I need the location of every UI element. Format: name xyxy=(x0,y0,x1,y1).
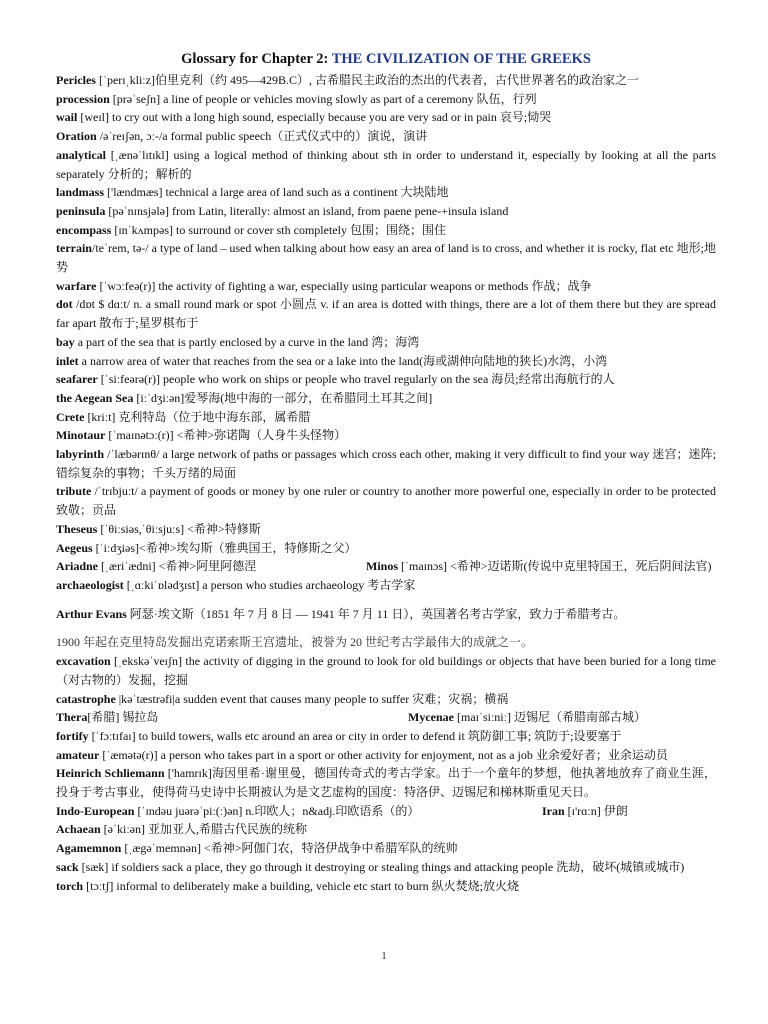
glossary-entry xyxy=(56,858,716,877)
glossary-entry xyxy=(56,839,716,858)
glossary-term: Minotaur xyxy=(56,428,106,443)
glossary-definition: [ˈfɔːtɪfaɪ] to build towers, walls etc around an area or city in order to defend it 筑防御工事; 筑防于;设要塞于 xyxy=(88,728,622,743)
glossary-entry xyxy=(56,539,716,558)
glossary-entry xyxy=(56,426,716,445)
glossary-definition: [ˌekskəˈveɪʃn] the activity of digging in the ground to look for old buildings or objects that have been buried for a long time （对古物的）发掘，挖掘 xyxy=(56,654,716,687)
glossary-definition: [ˌægəˈmemnən] <希神>阿伽门农，特洛伊战争中希腊军队的统帅 xyxy=(121,841,458,856)
glossary-term: Agamemnon xyxy=(56,841,122,856)
glossary-definition: /teˈrem, tə-/ a type of land – used when talking about how easy an area of land is to cross, and whether it is rocky, flat etc 地形;地势 xyxy=(56,241,716,275)
glossary-definition: [tɔːtʃ] informal to deliberately make a building, vehicle etc start to burn 纵火焚烧;放火烧 xyxy=(83,878,519,893)
glossary-term: archaeologist xyxy=(56,577,124,592)
glossary-entry-ariadne-minos xyxy=(56,557,716,576)
glossary-term: inlet xyxy=(56,353,79,368)
glossary-entry-indo-european: Indo-European [ˈɪndəu juərəˈpiː(ː)ən] n.印欧人；n&adj.印欧语系（的） xyxy=(56,803,420,818)
glossary-entry xyxy=(56,408,716,427)
glossary-term: bay xyxy=(56,334,75,349)
glossary-definition: [ˈwɔːfeə(r)] the activity of fighting a war, especially using particular weapons or methods 作战；战争 xyxy=(96,278,592,293)
glossary-entry xyxy=(56,221,716,240)
glossary-list xyxy=(56,71,716,557)
glossary-definition: [ˈperɪˌkliːz]伯里克利（约 495—429B.C）, 古希腊民主政治的杰出的代表者，古代世界著名的政治家之一 xyxy=(95,73,639,87)
evans-note: 1900 年起在克里特岛发掘出克诺索斯王宫遗址，被誉为 20 世纪考古学最伟大的成就之一。 xyxy=(56,635,534,650)
glossary-entry xyxy=(56,146,716,183)
glossary-entry xyxy=(56,370,716,389)
glossary-term: excavation xyxy=(56,654,111,669)
glossary-entry xyxy=(56,445,716,482)
glossary-definition: [iːˈdʒiːən]爱琴海(地中海的一部分，在希腊同土耳其之间] xyxy=(133,390,433,405)
glossary-list xyxy=(56,727,716,802)
glossary-entry-arthur-evans: Arthur Evans 阿瑟·埃文斯（1851 年 7 月 8 日 — 1941 年 7 月 11 日），英国著名考古学家，致力于希腊考古。 xyxy=(56,606,626,621)
glossary-term: Aegeus xyxy=(56,540,93,555)
glossary-entry-indo-european-iran xyxy=(56,802,716,821)
glossary-definition: /ˈtrɪbjuːt/ a payment of goods or money by one ruler or country to another more powerful one, especially in order to be protected 致敬；贡品 xyxy=(56,484,716,518)
glossary-definition: ['lændmæs] technical a large area of land such as a continent 大块陆地 xyxy=(104,185,449,200)
glossary-definition: [kriːt] 克利特岛（位于地中海东部，属希腊 xyxy=(84,409,311,424)
glossary-entry xyxy=(56,183,716,202)
glossary-definition: [ˈθiːsiəs,ˈθiːsjuːs] <希神>特修斯 xyxy=(97,521,261,536)
glossary-entry xyxy=(56,202,716,221)
glossary-term: fortify xyxy=(56,728,89,743)
glossary-entry-thera: Thera[希腊] 锡拉岛 xyxy=(56,710,159,725)
glossary-term: Pericles xyxy=(56,73,96,87)
glossary-entry-iran: Iran [ɪ'rɑːn] 伊朗 xyxy=(542,803,628,818)
glossary-entry xyxy=(56,389,716,408)
glossary-term: Achaean xyxy=(56,822,101,837)
glossary-definition: [prəˈseʃn] a line of people or vehicles moving slowly as part of a ceremony 队伍，行列 xyxy=(109,91,537,106)
glossary-entry xyxy=(56,295,716,332)
spacer xyxy=(56,595,716,605)
title-prefix: Glossary for Chapter 2: xyxy=(181,51,332,67)
glossary-term: labyrinth xyxy=(56,447,105,462)
glossary-entry xyxy=(56,90,716,109)
glossary-term: peninsula xyxy=(56,203,106,218)
glossary-list xyxy=(56,820,716,895)
glossary-entry xyxy=(56,71,716,90)
glossary-list xyxy=(56,652,716,708)
glossary-term: sack xyxy=(56,859,79,874)
glossary-term: dot xyxy=(56,297,73,312)
spacer xyxy=(56,623,716,633)
glossary-term: analytical xyxy=(56,147,106,162)
glossary-entry xyxy=(56,652,716,689)
glossary-entry-ariadne: Ariadne [ˌæriˈædni] <希神>阿里阿德涅 xyxy=(56,559,257,574)
glossary-entry xyxy=(56,764,716,801)
glossary-term: amateur xyxy=(56,747,100,762)
glossary-entry xyxy=(56,727,716,746)
glossary-definition: a part of the sea that is partly enclosed by a curve in the land 湾；海湾 xyxy=(74,334,420,349)
glossary-definition: [ˌænəˈlɪtɪkl] using a logical method of thinking about sth in order to understand it, especially by looking at all the parts separately 分析的；解析的 xyxy=(56,147,716,181)
glossary-term: seafarer xyxy=(56,372,98,387)
glossary-entry xyxy=(56,576,716,595)
glossary-definition: |kəˈtæstrəfi|a sudden event that causes many people to suffer 灾难；灾祸；横祸 xyxy=(115,691,509,706)
glossary-list xyxy=(56,576,716,595)
glossary-definition: /dɒt $ dɑːt/ n. a small round mark or spot 小圆点 v. if an area is dotted with things, there are a lot of them there but they are spread far apart 散布于;星罗棋布于 xyxy=(56,297,716,331)
glossary-entry-mycenae: Mycenae [maɪˈsiːniː] 迈锡尼（希腊南部古城） xyxy=(408,710,646,725)
glossary-entry-minos: Minos [ˈmaɪnɔs] <希神>迈诺斯(传说中克里特国王，死后阴间法官) xyxy=(366,559,712,574)
glossary-definition: [sæk] if soldiers sack a place, they go through it destroying or stealing things and attacking people 洗劫，破坏(城镇或城市) xyxy=(78,859,685,874)
glossary-entry xyxy=(56,690,716,709)
glossary-definition: [ˈæmətə(r)] a person who takes part in a sport or other activity for enjoyment, not as a job 业余爱好者；业余运动员 xyxy=(99,747,668,762)
glossary-definition: [pəˈnɪnsjələ] from Latin, literally: almost an island, from paene pene-+insula island xyxy=(105,203,509,218)
glossary-entry xyxy=(56,877,716,896)
glossary-term: Heinrich Schliemann xyxy=(56,766,165,781)
glossary-term: encompass xyxy=(56,222,112,237)
title-accent: THE CIVILIZATION OF THE GREEKS xyxy=(331,51,591,67)
glossary-term: procession xyxy=(56,91,110,106)
glossary-term: warfare xyxy=(56,278,97,293)
glossary-term: Theseus xyxy=(56,521,98,536)
glossary-term: terrain xyxy=(56,241,92,256)
glossary-definition: /ˈlæbərɪnθ/ a large network of paths or passages which cross each other, making it very difficult to find your way 迷宫；迷阵;错综复杂的事物；千头万绪的局面 xyxy=(56,447,716,480)
glossary-term: catastrophe xyxy=(56,691,116,706)
glossary-definition: [ˌɑːkiˈɒlədʒɪst] a person who studies archaeology 考古学家 xyxy=(123,577,416,592)
glossary-entry-thera-mycenae xyxy=(56,708,716,727)
glossary-term: wail xyxy=(56,110,78,125)
glossary-term: torch xyxy=(56,878,84,893)
glossary-term: landmass xyxy=(56,185,105,200)
glossary-entry xyxy=(56,482,716,519)
glossary-entry xyxy=(56,239,716,276)
glossary-entry xyxy=(56,352,716,371)
glossary-term: Oration xyxy=(56,129,97,144)
glossary-entry xyxy=(56,820,716,839)
glossary-definition: a narrow area of water that reaches from the sea or a lake into the land(海或湖伸向陆地的狭长)水湾，小湾 xyxy=(78,353,608,368)
glossary-entry xyxy=(56,108,716,127)
glossary-entry xyxy=(56,127,716,146)
glossary-definition: [weɪl] to cry out with a long high sound, especially because you are very sad or in pain 哀号;恸哭 xyxy=(77,110,552,125)
glossary-term: tribute xyxy=(56,484,92,499)
glossary-entry xyxy=(56,746,716,765)
glossary-definition: [ˈmaɪnətɔː(r)] <希神>弥诺陶（人身牛头怪物） xyxy=(105,428,347,443)
glossary-definition: ['hamrɪk]海因里希·谢里曼，德国传奇式的考古学家。出于一个童年的梦想，他执著地放弃了商业生涯，投身于考古事业，使得荷马史诗中长期被认为是文艺虚构的国度：特洛伊、迈锡尼和梯林斯重见天日。 xyxy=(56,766,716,800)
glossary-entry xyxy=(56,520,716,539)
glossary-definition: /əˈreɪʃən, ɔː-/a formal public speech（正式仪式中的）演说，演讲 xyxy=(96,129,428,144)
glossary-term: Crete xyxy=(56,409,85,424)
page-number: 1 xyxy=(381,951,387,962)
glossary-definition: [əˈkiːən] 亚加亚人,希腊古代民族的统称 xyxy=(100,822,307,837)
glossary-term: the Aegean Sea xyxy=(56,390,134,405)
page-title xyxy=(56,50,716,69)
glossary-definition: [ˈiːdʒiəs]<希神>埃勾斯（雅典国王，特修斯之父） xyxy=(92,540,357,555)
glossary-definition: [ɪnˈkʌmpəs] to surround or cover sth completely 包围；围绕；围住 xyxy=(111,222,446,237)
glossary-entry xyxy=(56,277,716,296)
glossary-entry xyxy=(56,333,716,352)
glossary-definition: [ˈsiːfeərə(r)] people who work on ships or people who travel regularly on the sea 海员;经常出海航行的人 xyxy=(97,372,615,387)
